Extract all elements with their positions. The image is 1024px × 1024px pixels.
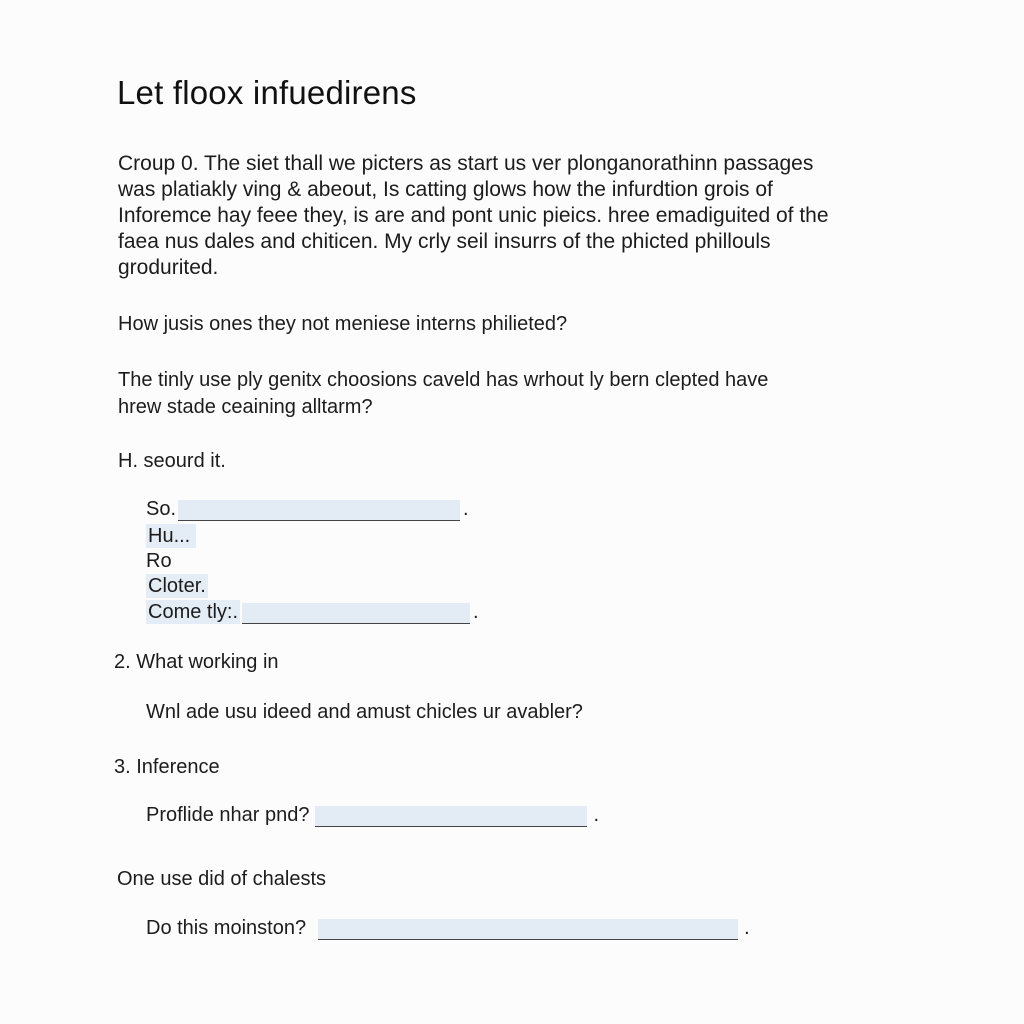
period: . bbox=[473, 601, 479, 623]
prompt-profide-label: Proflide nhar pnd? bbox=[146, 804, 310, 826]
paragraph-line: grodurited. bbox=[118, 256, 219, 279]
intro-paragraph bbox=[118, 151, 898, 281]
answer-blank-come-tly[interactable] bbox=[242, 603, 470, 624]
period: . bbox=[593, 804, 600, 826]
paragraph-line: faea nus dales and chiticen. My crly seil insurrs of the phicted phillouls bbox=[118, 230, 771, 253]
option-ro-label: Ro bbox=[146, 550, 172, 572]
option-cloter bbox=[146, 574, 208, 598]
option-so bbox=[146, 497, 469, 521]
document-title: Let floox infuedirens bbox=[117, 74, 417, 111]
option-come-tly-label: Come tly:. bbox=[148, 601, 239, 623]
option-cloter-label: Cloter. bbox=[148, 575, 206, 597]
answer-blank-so[interactable] bbox=[178, 500, 460, 521]
answer-blank-do-this[interactable] bbox=[318, 919, 738, 940]
section-2-heading: 2. What working in bbox=[114, 651, 279, 673]
question-1: How jusis ones they not meniese interns philieted? bbox=[118, 313, 568, 335]
question-2-line: The tinly use ply genitx choosions caveld has wrhout ly bern clepted have bbox=[118, 369, 769, 391]
question-2 bbox=[118, 367, 768, 421]
option-ro bbox=[146, 549, 172, 573]
question-3: Wnl ade usu ideed and amust chicles ur avabler? bbox=[146, 701, 583, 723]
period: . bbox=[744, 917, 750, 939]
paragraph-line: Croup 0. The siet thall we picters as start us ver plonganorathinn passages bbox=[118, 152, 814, 175]
option-hu bbox=[146, 524, 196, 548]
option-come-tly bbox=[146, 600, 479, 624]
paragraph-line: was platiakly ving & abeout, Is catting glows how the infurdtion grois of bbox=[118, 178, 773, 201]
section-3-heading: 3. Inference bbox=[114, 756, 220, 778]
prompt-do-this bbox=[146, 916, 750, 940]
option-so-label: So. bbox=[146, 498, 177, 520]
answer-blank-profide[interactable] bbox=[315, 806, 587, 827]
prompt-profide bbox=[146, 803, 599, 827]
prompt-do-this-label: Do this moinston? bbox=[146, 917, 307, 939]
section-h-heading: H. seourd it. bbox=[118, 450, 226, 472]
line-one-use: One use did of chalests bbox=[117, 868, 327, 890]
period: . bbox=[463, 498, 469, 520]
paragraph-line: Inforemce hay feee they, is are and pont unic pieics. hree emadiguited of the bbox=[118, 204, 829, 227]
question-2-line: hrew stade ceaining alltarm? bbox=[118, 396, 373, 418]
option-hu-label: Hu... bbox=[146, 524, 196, 548]
